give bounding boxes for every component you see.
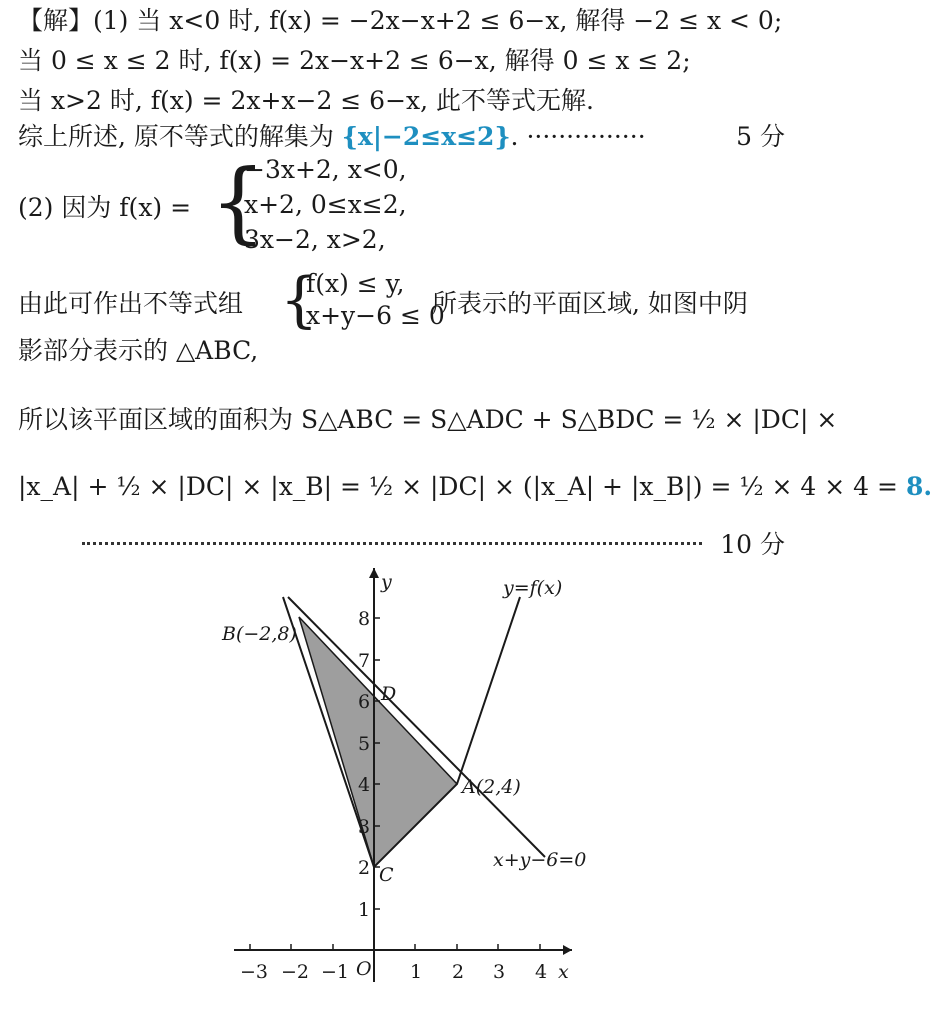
- x-axis-arrow: [563, 945, 572, 955]
- x-tick-label: 2: [452, 961, 465, 983]
- score-part-1: 5 分: [736, 122, 785, 151]
- area-value: 8.: [905, 472, 932, 501]
- piece-case-2: x+2, 0≤x≤2,: [244, 190, 407, 219]
- y-axis-arrow: [369, 568, 379, 578]
- y-tick-label: 8: [358, 608, 371, 630]
- system-intro: 由此可作出不等式组: [18, 289, 244, 318]
- origin-label: O: [356, 958, 372, 980]
- system-case-2: x+y−6 ≤ 0: [306, 301, 445, 330]
- system-brace: {: [280, 265, 319, 335]
- y-tick-label: 5: [358, 733, 371, 755]
- score-part-2: 10 分: [720, 530, 785, 559]
- region-line: 影部分表示的 △ABC,: [18, 336, 259, 365]
- x-tick-label: −2: [281, 961, 310, 983]
- curve-f-label: y=f(x): [503, 577, 563, 599]
- line-equation-label: x+y−6=0: [493, 849, 587, 871]
- area-formula-line-1: 所以该平面区域的面积为 S△ABC = S△ADC + S△BDC = ½ × |DC| ×: [18, 405, 838, 434]
- shaded-triangle-ABC: [299, 617, 457, 867]
- y-tick-label: 7: [358, 650, 371, 672]
- part-2-label: (2) 因为 f(x) =: [18, 193, 192, 222]
- y-tick-label: 6: [358, 691, 371, 713]
- point-D-label: D: [381, 683, 397, 705]
- x-tick-label: 1: [410, 961, 423, 983]
- point-C-label: C: [379, 864, 394, 886]
- piece-case-3: 3x−2, x>2,: [244, 225, 386, 254]
- solution-line-3: 当 x>2 时, f(x) = 2x+x−2 ≤ 6−x, 此不等式无解.: [18, 86, 594, 115]
- y-tick-label: 3: [358, 816, 371, 838]
- y-tick-label: 4: [358, 774, 371, 796]
- solution-line-1: 【解】(1) 当 x<0 时, f(x) = −2x−x+2 ≤ 6−x, 解得 −2 ≤ x < 0;: [18, 6, 783, 35]
- solution-set-intro: 综上所述, 原不等式的解集为: [18, 122, 342, 151]
- system-case-1: f(x) ≤ y,: [306, 269, 405, 298]
- solution-set: {x|−2≤x≤2}: [341, 122, 511, 151]
- y-tick-label: 2: [358, 857, 371, 879]
- piecewise-brace: {: [210, 150, 266, 253]
- x-tick-label: 4: [535, 961, 548, 983]
- x-tick-label: −3: [240, 961, 269, 983]
- point-B-label: B(−2,8): [222, 623, 297, 645]
- area-formula-expr: |x_A| + ½ × |DC| × |x_B| = ½ × |DC| × (|x_A| + |x_B|) = ½ × 4 × 4 =: [18, 472, 906, 501]
- solution-set-dots: . ···············: [510, 122, 646, 151]
- x-tick-label: −1: [321, 961, 350, 983]
- y-axis-label: y: [381, 571, 392, 593]
- y-tick-label: 1: [358, 899, 371, 921]
- solution-line-2: 当 0 ≤ x ≤ 2 时, f(x) = 2x−x+2 ≤ 6−x, 解得 0 ≤ x ≤ 2;: [18, 46, 691, 75]
- piece-case-1: −3x+2, x<0,: [244, 155, 407, 184]
- system-outro: 所表示的平面区域, 如图中阴: [432, 289, 748, 318]
- x-tick-label: 3: [493, 961, 506, 983]
- x-axis-label: x: [558, 961, 569, 983]
- point-A-label: A(2,4): [462, 776, 521, 798]
